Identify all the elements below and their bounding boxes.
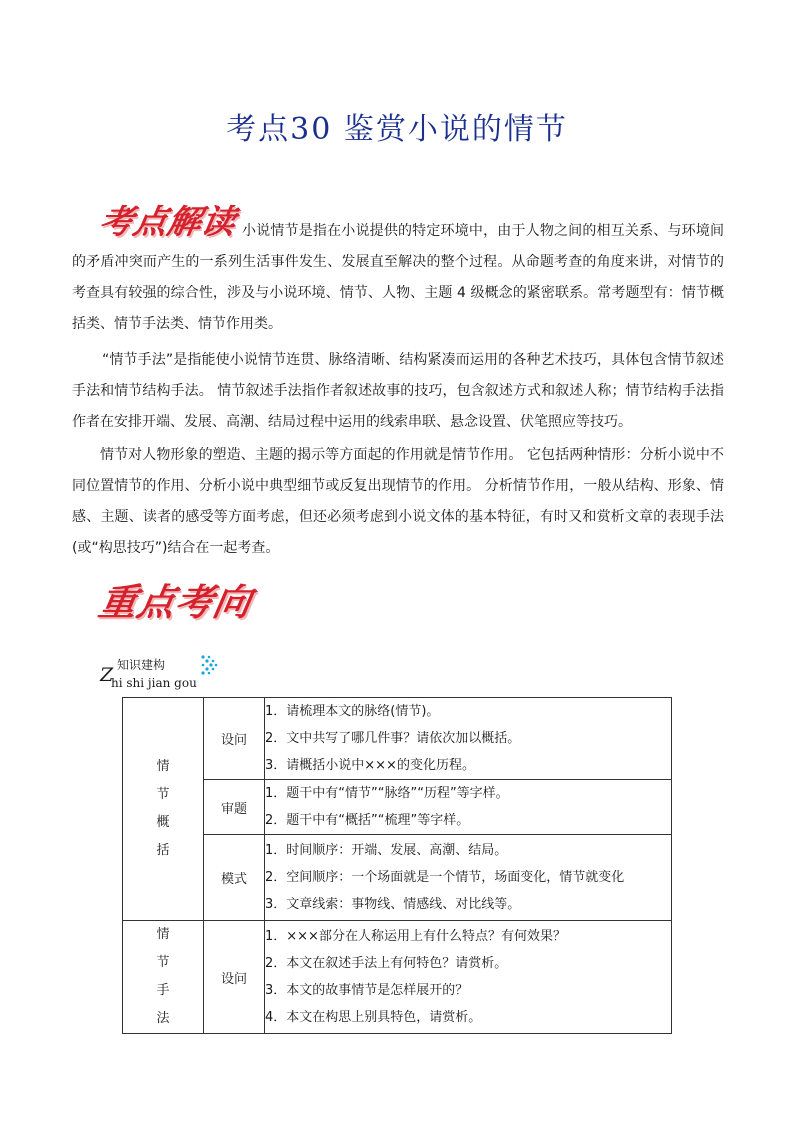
paragraph-plot-techniques: “情节手法”是指能使小说情节连贯、脉络清晰、结构紧凑而运用的各种艺术技巧，具体包含情节叙述手法和情节结构手法。 情节叙述手法指作者叙述故事的技巧，包含叙述方式和叙述人称；情节结构手法指作者在安排开端、发展、高潮、结局过程中运用的线索串联、悬念设置、伏笔照应等技巧。 bbox=[72, 352, 724, 430]
paragraph-plot-definition: 小说情节是指在小说提供的特定环境中，由于人物之间的相互关系、与环境间的矛盾冲突而产生的一系列生活事件发生、发展直至解决的整个过程。从命题考查的角度来讲，对情节的考查具有较强的综合性，涉及与小说环境、情节、人物、主题 4 级概念的紧密联系。常考题型有：情节概括类、情节手法类、情节作用类。 bbox=[72, 223, 724, 332]
table-row bbox=[123, 921, 672, 1034]
table-row bbox=[123, 698, 672, 780]
row-items bbox=[265, 835, 672, 921]
list-item: 2．空间顺序：一个场面就是一个情节，场面变化，情节就变化 bbox=[265, 870, 625, 885]
knowledge-construction-heading bbox=[100, 654, 240, 694]
row-label: 模式 bbox=[204, 835, 265, 921]
list-item: 2．本文在叙述手法上有何特色？请赏析。 bbox=[265, 956, 508, 971]
category-char: 节 bbox=[156, 955, 170, 970]
category-char: 概 bbox=[156, 815, 170, 830]
knowledge-table bbox=[122, 697, 672, 1034]
paragraph-plot-function: 情节对人物形象的塑造、主题的揭示等方面起的作用就是情节作用。 它包括两种情形：分析小说中不同位置情节的作用、分析小说中典型细节或反复出现情节的作用。 分析情节作用，一般从结构、形象、情感、主题、读者的感受等方面考虑，但还必须考虑到小说文体的基本特征，有时又和赏析文章的表现手法(或“构思技巧”)结合在一起考查。 bbox=[72, 447, 724, 556]
list-item: 3．文章线索：事物线、情感线、对比线等。 bbox=[265, 897, 521, 912]
triple-chevron-right-icon bbox=[200, 654, 218, 678]
list-item: 1．时间顺序：开端、发展、高潮、结局。 bbox=[265, 843, 508, 858]
list-item: 4．本文在构思上别具特色，请赏析。 bbox=[265, 1010, 482, 1025]
category-char: 法 bbox=[156, 1011, 170, 1026]
section-banner-exam-analysis: 考点解读 bbox=[96, 202, 240, 241]
row-label: 设问 bbox=[204, 698, 265, 780]
list-item: 1．×××部分在人称运用上有什么特点？有何效果？ bbox=[265, 929, 566, 944]
list-item: 2．题干中有“概括”“梳理”等字样。 bbox=[265, 813, 470, 828]
category-char: 情 bbox=[156, 927, 170, 942]
row-items bbox=[265, 780, 672, 835]
row-label: 审题 bbox=[204, 780, 265, 835]
list-item: 3．本文的故事情节是怎样展开的？ bbox=[265, 983, 469, 998]
category-char: 情 bbox=[156, 759, 170, 774]
list-item: 2．文中共写了哪几件事？请依次加以概括。 bbox=[265, 731, 521, 746]
row-items bbox=[265, 921, 672, 1034]
row-items bbox=[265, 698, 672, 780]
category-char: 括 bbox=[156, 843, 170, 858]
heading-initial: Z bbox=[100, 664, 114, 686]
row-label: 设问 bbox=[204, 921, 265, 1034]
list-item: 1．请梳理本文的脉络(情节)。 bbox=[265, 704, 440, 719]
table-row bbox=[123, 780, 672, 835]
list-item: 1．题干中有“情节”“脉络”“历程”等字样。 bbox=[265, 786, 509, 801]
heading-pinyin: hi shi jian gou bbox=[111, 676, 197, 690]
heading-chinese: 知识建构 bbox=[117, 658, 166, 672]
category-char: 手 bbox=[156, 983, 170, 998]
list-item: 3．请概括小说中×××的变化历程。 bbox=[265, 758, 475, 773]
category-char: 节 bbox=[156, 787, 170, 802]
section-banner-key-directions: 重点考向 bbox=[95, 580, 256, 624]
category-plot-technique bbox=[123, 921, 204, 1034]
page-title: 考点30 鉴赏小说的情节 bbox=[226, 112, 568, 147]
category-plot-summary bbox=[123, 698, 204, 921]
table-row bbox=[123, 835, 672, 921]
